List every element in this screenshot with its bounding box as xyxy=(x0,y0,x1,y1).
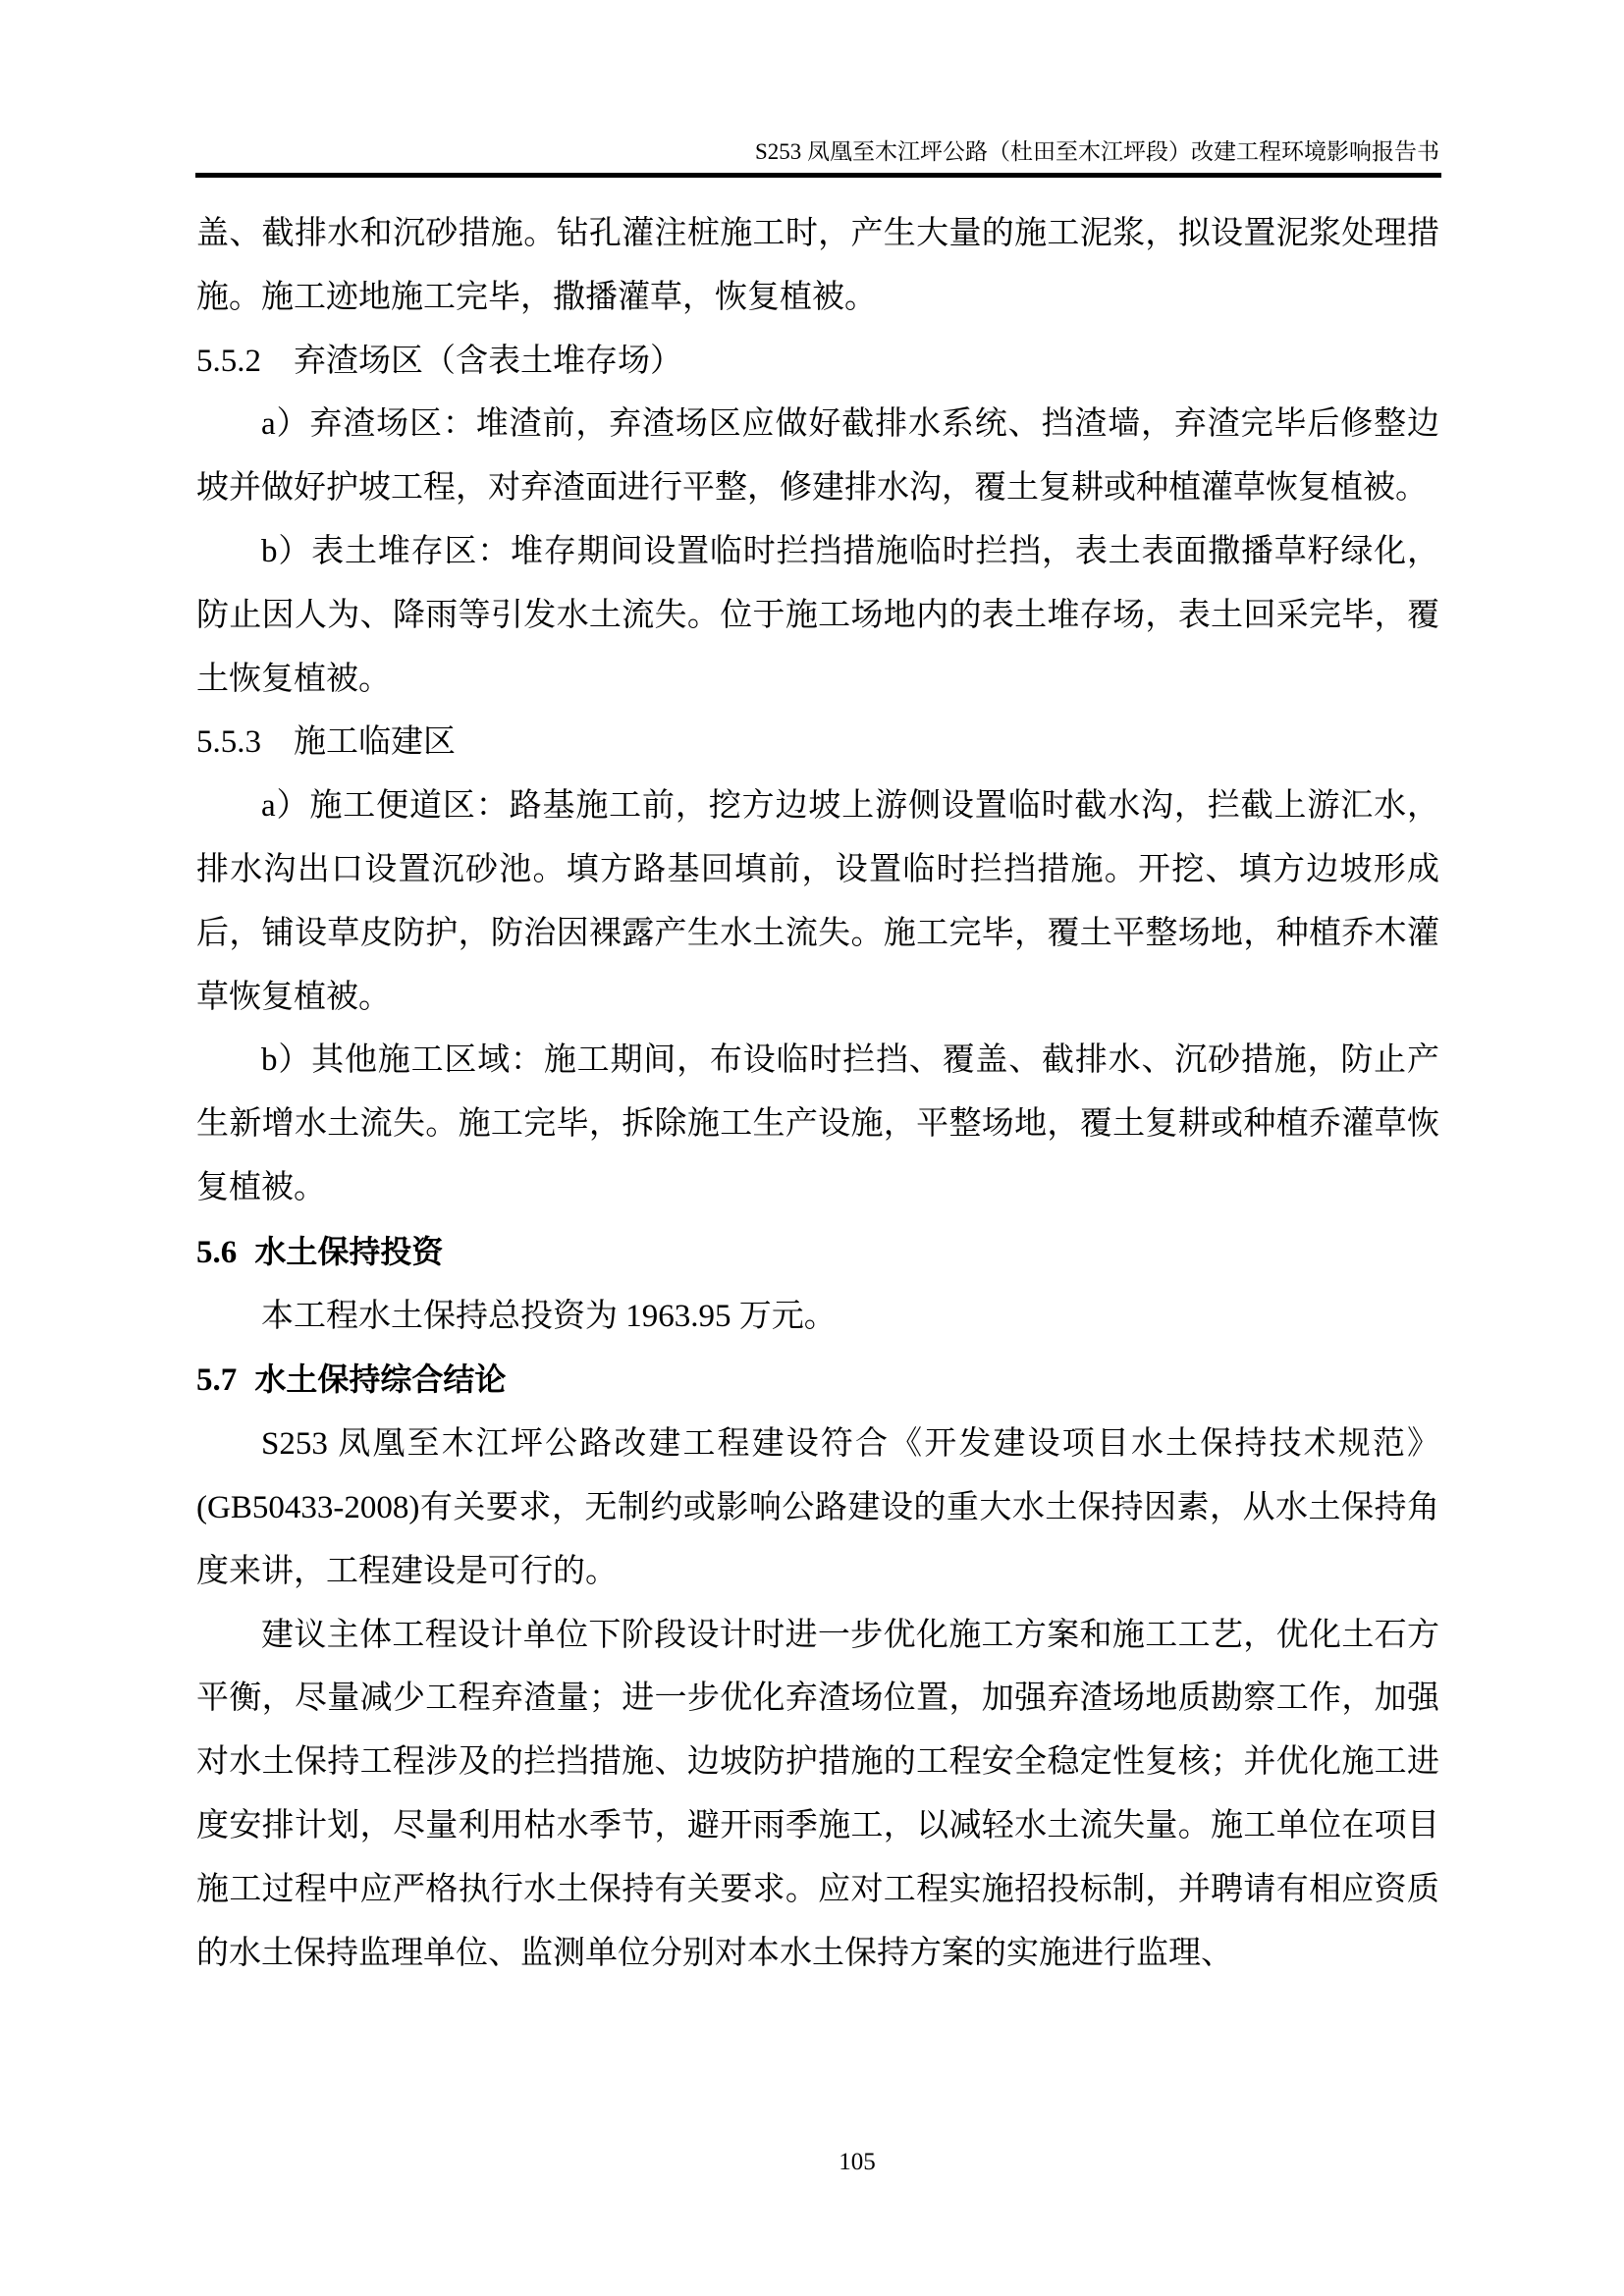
section-title: 水土保持投资 xyxy=(254,1233,444,1269)
section-number: 5.7 xyxy=(196,1362,238,1399)
body-paragraph: a）弃渣场区：堆渣前，弃渣场区应做好截排水系统、挡渣墙，弃渣完毕后修整边坡并做好护坡工程，对弃渣面进行平整，修建排水沟，覆土复耕或种植灌草恢复植被。 xyxy=(196,406,1439,507)
body-paragraph: S253 凤凰至木江坪公路改建工程建设符合《开发建设项目水土保持技术规范》(GB50433-2008)有关要求，无制约或影响公路建设的重大水土保持因素，从水土保持角度来讲，工程建设是可行的。 xyxy=(196,1426,1439,1589)
section-heading xyxy=(196,1348,1439,1413)
body-paragraph: b）表土堆存区：堆存期间设置临时拦挡措施临时拦挡，表土表面撒播草籽绿化，防止因人为、降雨等引发水土流失。位于施工场地内的表土堆存场，表土回采完毕，覆土恢复植被。 xyxy=(196,533,1439,697)
section-number: 5.6 xyxy=(196,1234,238,1270)
page-number: 105 xyxy=(839,2149,876,2175)
body-paragraph: 建议主体工程设计单位下阶段设计时进一步优化施工方案和施工工艺，优化土石方平衡，尽量减少工程弃渣量；进一步优化弃渣场位置，加强弃渣场地质勘察工作，加强对水土保持工程涉及的拦挡措施、边坡防护措施的工程安全稳定性复核；并优化施工进度安排计划，尽量利用枯水季节，避开雨季施工，以减轻水土流失量。施工单位在项目施工过程中应严格执行水土保持有关要求。应对工程实施招投标制，并聘请有相应资质的水土保持监理单位、监测单位分别对本水土保持方案的实施进行监理、 xyxy=(196,1617,1439,1971)
section-number: 5.5.3 xyxy=(196,724,261,761)
section-heading xyxy=(196,711,1439,774)
running-header-title: S253 凤凰至木江坪公路（杜田至木江坪段）改建工程环境影响报告书 xyxy=(754,139,1439,164)
section-heading xyxy=(196,330,1439,394)
body-paragraph: 盖、截排水和沉砂措施。钻孔灌注桩施工时，产生大量的施工泥浆，拟设置泥浆处理措施。施工迹地施工完毕，撒播灌草，恢复植被。 xyxy=(196,216,1439,315)
section-title: 水土保持综合结论 xyxy=(254,1362,507,1398)
body-paragraph: 本工程水土保持总投资为 1963.95 万元。 xyxy=(261,1298,837,1334)
header-rule xyxy=(195,173,1441,178)
section-title: 弃渣场区（含表土堆存场） xyxy=(294,343,682,379)
section-title: 施工临建区 xyxy=(294,724,456,761)
section-number: 5.5.2 xyxy=(196,343,261,379)
body-paragraph: a）施工便道区：路基施工前，挖方边坡上游侧设置临时截水沟，拦截上游汇水，排水沟出口设置沉砂池。填方路基回填前，设置临时拦挡措施。开挖、填方边坡形成后，铺设草皮防护，防治因裸露产生水土流失。施工完毕，覆土平整场地，种植乔木灌草恢复植被。 xyxy=(196,788,1439,1015)
section-heading xyxy=(196,1220,1439,1285)
document-body xyxy=(196,202,1439,1985)
body-paragraph: b）其他施工区域：施工期间，布设临时拦挡、覆盖、截排水、沉砂措施，防止产生新增水土流失。施工完毕，拆除施工生产设施，平整场地，覆土复耕或种植乔灌草恢复植被。 xyxy=(196,1042,1439,1205)
